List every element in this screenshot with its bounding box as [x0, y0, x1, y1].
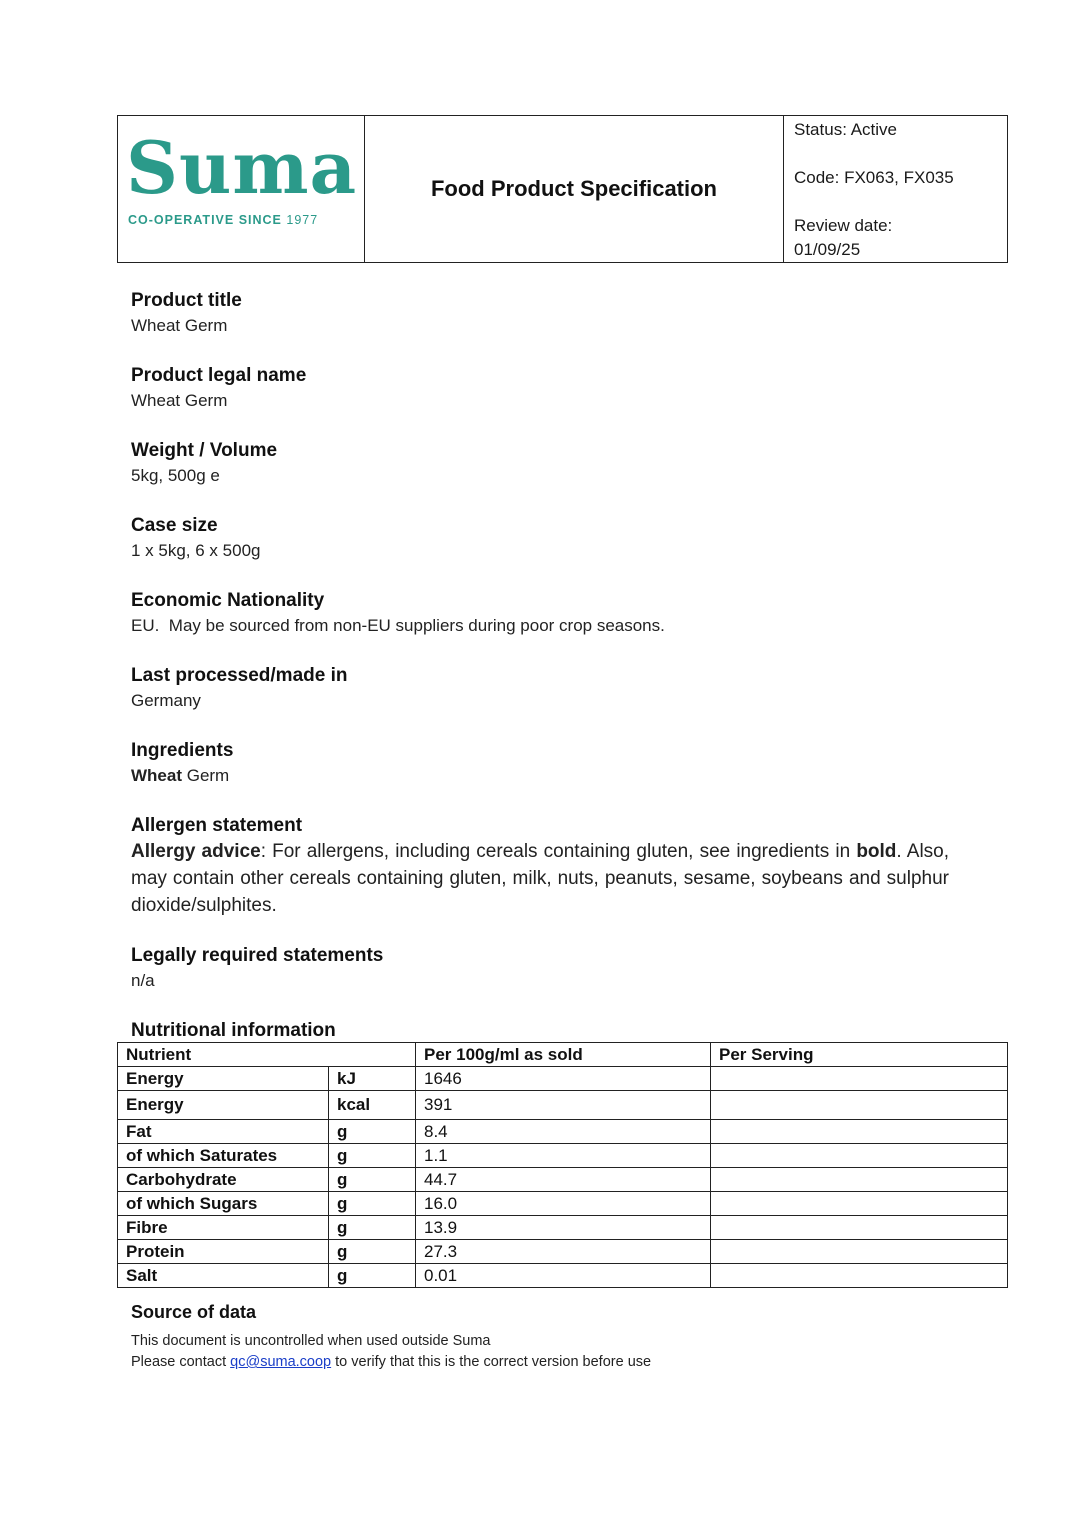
- review-label: Review date:: [794, 216, 893, 235]
- section-value: 1 x 5kg, 6 x 500g: [131, 541, 261, 560]
- logo-subtitle: [128, 213, 318, 227]
- nutrient-serving: [711, 1192, 1008, 1216]
- table-row: [118, 1168, 1008, 1192]
- suma-logo: Suma: [126, 125, 358, 210]
- nutrient-per100: 27.3: [416, 1240, 711, 1264]
- section-heading: Product title: [131, 290, 242, 311]
- table-row: [118, 1091, 1008, 1120]
- logo-cell: [118, 116, 365, 262]
- nutrient-serving: [711, 1264, 1008, 1288]
- nutrient-serving: [711, 1120, 1008, 1144]
- allergy-text-2: . Also, may contain other cereals containing gluten, milk, nuts, peanuts, sesame, soybeans and sulphur dioxide/sulphites.: [131, 841, 950, 916]
- section-heading: Ingredients: [131, 740, 234, 761]
- section-nutrition: [131, 1018, 951, 1043]
- nutrient-per100: 44.7: [416, 1168, 711, 1192]
- nutrient-unit: g: [329, 1168, 416, 1192]
- logo-year: 1977: [286, 213, 319, 227]
- footer-line-2: [131, 1352, 651, 1373]
- section-value: Wheat Germ: [131, 316, 228, 335]
- logo-subtitle-text: CO-OPERATIVE SINCE: [128, 213, 282, 227]
- section-weight: [131, 438, 951, 488]
- source-heading: Source of data: [131, 1302, 257, 1322]
- section-heading: Economic Nationality: [131, 590, 325, 611]
- nutrient-per100: 8.4: [416, 1120, 711, 1144]
- nutrient-per100: 0.01: [416, 1264, 711, 1288]
- table-row: [118, 1120, 1008, 1144]
- nutrient-name: Carbohydrate: [118, 1168, 329, 1192]
- nutrient-name: Protein: [118, 1240, 329, 1264]
- section-allergen: [131, 813, 949, 919]
- section-heading: Legally required statements: [131, 945, 384, 966]
- table-row: [118, 1240, 1008, 1264]
- table-row: [118, 1192, 1008, 1216]
- section-case-size: [131, 513, 951, 563]
- nutrient-serving: [711, 1168, 1008, 1192]
- nutrient-serving: [711, 1240, 1008, 1264]
- section-product-title: [131, 288, 951, 338]
- nutrient-name: of which Saturates: [118, 1144, 329, 1168]
- status-text: Status: Active: [794, 120, 897, 139]
- nutrient-unit: g: [329, 1216, 416, 1240]
- nutrient-serving: [711, 1216, 1008, 1240]
- allergy-lead: Allergy advice: [131, 841, 261, 862]
- nutrient-unit: g: [329, 1264, 416, 1288]
- allergy-bold-word: bold: [856, 841, 897, 862]
- nutrient-name: Energy: [118, 1091, 329, 1120]
- footer-line-2-post: to verify that this is the correct version before use: [331, 1354, 652, 1370]
- nutrient-per100: 13.9: [416, 1216, 711, 1240]
- section-heading: Case size: [131, 515, 218, 536]
- nutrient-unit: kcal: [329, 1091, 416, 1120]
- table-header-row: [118, 1043, 1008, 1067]
- nutrition-heading: Nutritional information: [131, 1020, 336, 1041]
- nutrient-unit: g: [329, 1192, 416, 1216]
- nutrient-serving: [711, 1091, 1008, 1120]
- title-cell: [365, 116, 784, 262]
- nutrient-unit: g: [329, 1120, 416, 1144]
- nutrient-serving: [711, 1144, 1008, 1168]
- header-per-100: Per 100g/ml as sold: [416, 1043, 711, 1067]
- nutrient-unit: g: [329, 1240, 416, 1264]
- header-table: [117, 115, 1008, 263]
- footer-line-2-pre: Please contact: [131, 1354, 231, 1370]
- nutrient-name: Energy: [118, 1067, 329, 1091]
- header-per-serving: Per Serving: [711, 1043, 1008, 1067]
- section-heading: Allergen statement: [131, 815, 303, 836]
- allergy-advice: [131, 838, 949, 919]
- footer: [131, 1331, 651, 1373]
- section-legal-statements: [131, 943, 951, 993]
- section-value: Wheat Germ: [131, 391, 228, 410]
- nutrient-name: Salt: [118, 1264, 329, 1288]
- section-value: EU. May be sourced from non-EU suppliers during poor crop seasons.: [131, 616, 665, 635]
- ingredient-bold: Wheat: [131, 766, 182, 785]
- section-value: n/a: [131, 971, 155, 990]
- section-ingredients: [131, 738, 951, 788]
- table-row: [118, 1216, 1008, 1240]
- nutrient-per100: 16.0: [416, 1192, 711, 1216]
- nutrient-serving: [711, 1067, 1008, 1091]
- footer-line-1: This document is uncontrolled when used outside Suma: [131, 1333, 491, 1349]
- section-processed: [131, 663, 951, 713]
- nutrient-per100: 1.1: [416, 1144, 711, 1168]
- meta-cell: [784, 116, 1007, 262]
- section-heading: Weight / Volume: [131, 440, 278, 461]
- review-date: 01/09/25: [794, 240, 861, 259]
- section-value: Germany: [131, 691, 201, 710]
- nutrient-unit: kJ: [329, 1067, 416, 1091]
- nutrient-unit: g: [329, 1144, 416, 1168]
- nutrient-per100: 1646: [416, 1067, 711, 1091]
- section-value: 5kg, 500g e: [131, 466, 220, 485]
- nutrient-name: Fibre: [118, 1216, 329, 1240]
- nutrient-name: Fat: [118, 1120, 329, 1144]
- nutrient-per100: 391: [416, 1091, 711, 1120]
- contact-email-link[interactable]: qc@suma.coop: [230, 1354, 332, 1370]
- table-row: [118, 1144, 1008, 1168]
- ingredient-rest: Germ: [182, 766, 230, 785]
- product-code: Code: FX063, FX035: [794, 168, 954, 187]
- document-title: Food Product Specification: [430, 176, 717, 201]
- table-row: [118, 1264, 1008, 1288]
- section-legal-name: [131, 363, 951, 413]
- table-row: [118, 1067, 1008, 1091]
- section-nationality: [131, 588, 951, 638]
- section-source: [131, 1300, 951, 1325]
- nutrition-table: [117, 1042, 1008, 1288]
- section-heading: Product legal name: [131, 365, 307, 386]
- allergy-text-1: : For allergens, including cereals containing gluten, see ingredients in: [260, 841, 857, 862]
- section-heading: Last processed/made in: [131, 665, 348, 686]
- header-nutrient: Nutrient: [118, 1043, 416, 1067]
- nutrient-name: of which Sugars: [118, 1192, 329, 1216]
- ingredients-value: [131, 763, 951, 788]
